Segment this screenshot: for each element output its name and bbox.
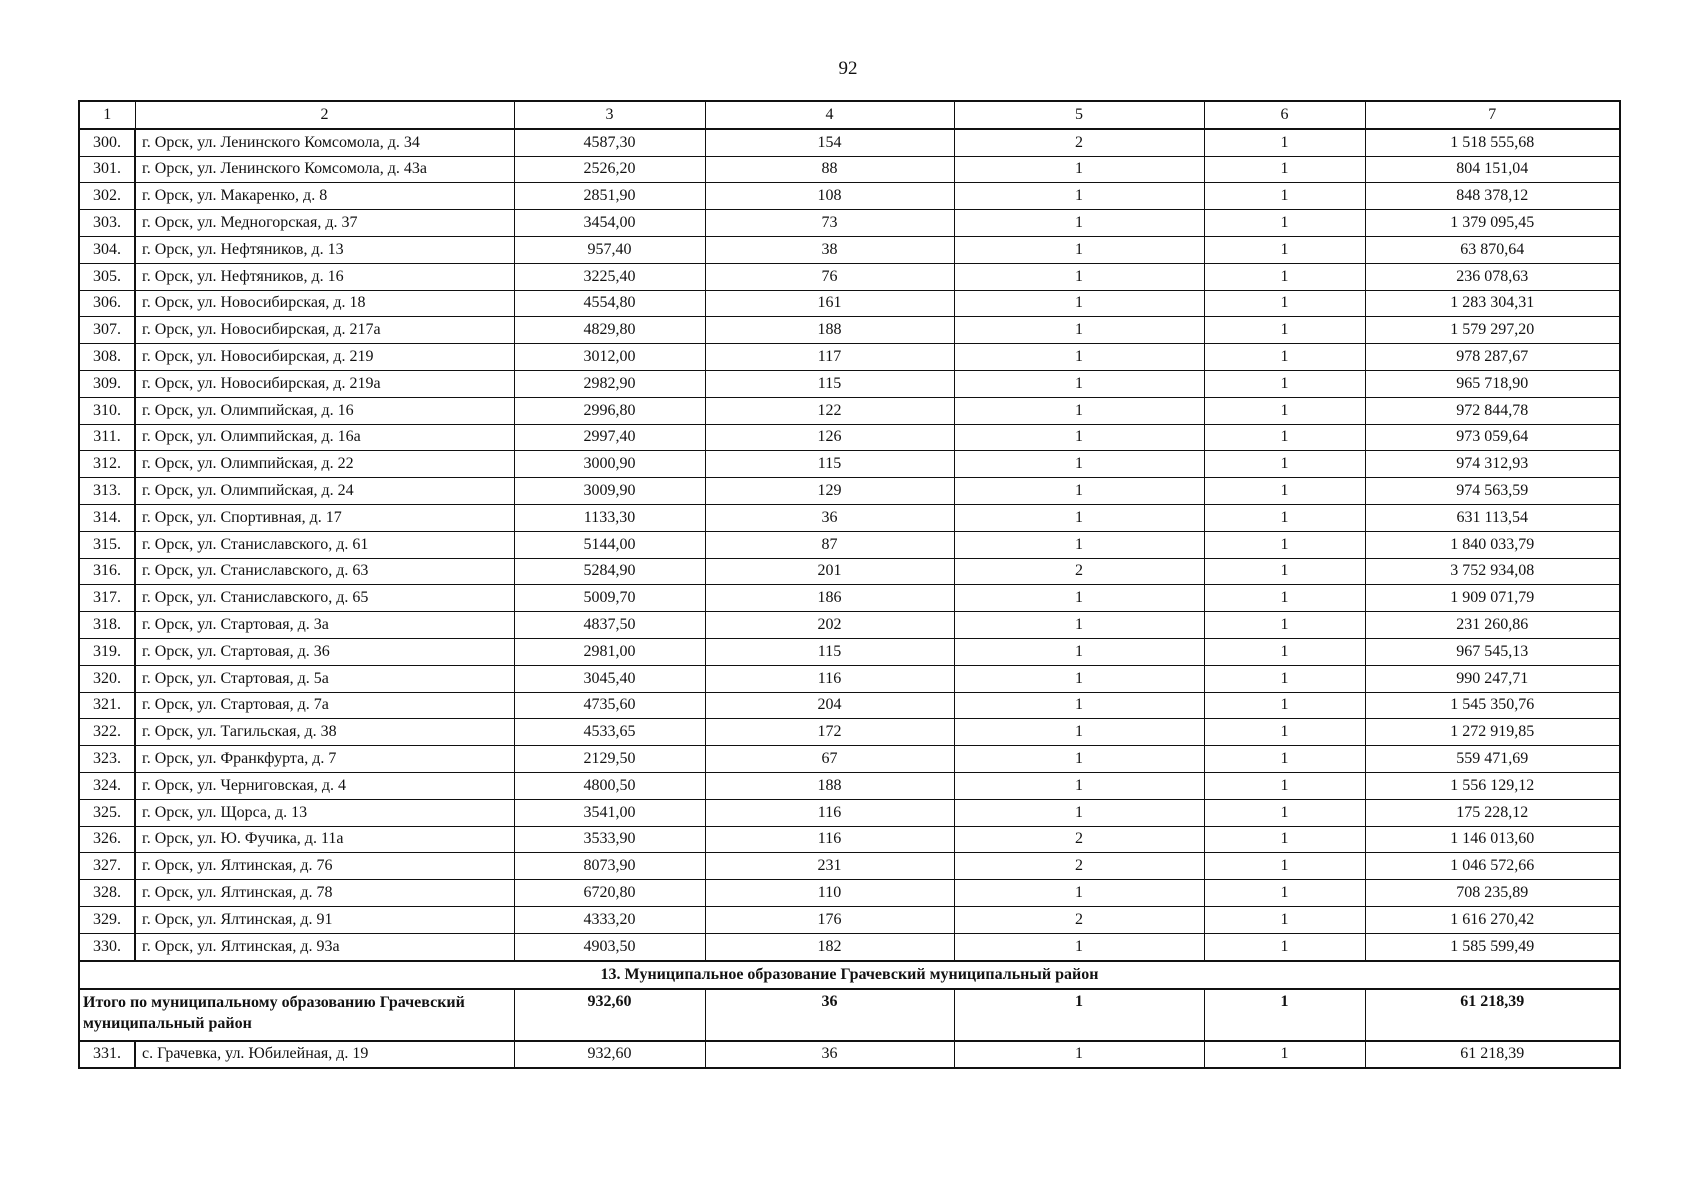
address-cell: г. Орск, ул. Ю. Фучика, д. 11а bbox=[135, 826, 514, 853]
column-header: 7 bbox=[1365, 101, 1620, 129]
row-number: 301. bbox=[79, 156, 135, 183]
table-row bbox=[79, 263, 1620, 290]
value-cell: 1 bbox=[954, 183, 1204, 210]
section-title-row bbox=[79, 961, 1620, 989]
area-cell: 4800,50 bbox=[514, 772, 705, 799]
value-cell: 1 bbox=[1204, 906, 1365, 933]
value-cell: 1 bbox=[1204, 933, 1365, 960]
cost-cell: 559 471,69 bbox=[1365, 746, 1620, 773]
cost-cell: 978 287,67 bbox=[1365, 344, 1620, 371]
row-number: 314. bbox=[79, 504, 135, 531]
area-cell: 2981,00 bbox=[514, 638, 705, 665]
table-row bbox=[79, 129, 1620, 156]
table-row bbox=[79, 692, 1620, 719]
cost-cell: 1 518 555,68 bbox=[1365, 129, 1620, 156]
value-cell: 1 bbox=[954, 236, 1204, 263]
area-cell: 3454,00 bbox=[514, 210, 705, 237]
table-row bbox=[79, 826, 1620, 853]
table-row bbox=[79, 638, 1620, 665]
residents-cell: 76 bbox=[705, 263, 954, 290]
table-row bbox=[79, 183, 1620, 210]
value-cell: 1 bbox=[1204, 156, 1365, 183]
area-cell: 957,40 bbox=[514, 236, 705, 263]
value-cell: 1 bbox=[954, 746, 1204, 773]
table-row bbox=[79, 156, 1620, 183]
area-cell: 932,60 bbox=[514, 1041, 705, 1069]
table-row bbox=[79, 612, 1620, 639]
value-cell: 1 bbox=[954, 772, 1204, 799]
row-number: 305. bbox=[79, 263, 135, 290]
area-cell: 3533,90 bbox=[514, 826, 705, 853]
area-cell: 4837,50 bbox=[514, 612, 705, 639]
value-cell: 1 bbox=[954, 317, 1204, 344]
row-number: 320. bbox=[79, 665, 135, 692]
cost-cell: 804 151,04 bbox=[1365, 156, 1620, 183]
cost-cell: 1 379 095,45 bbox=[1365, 210, 1620, 237]
address-cell: г. Орск, ул. Тагильская, д. 38 bbox=[135, 719, 514, 746]
residents-cell: 188 bbox=[705, 317, 954, 344]
area-cell: 3541,00 bbox=[514, 799, 705, 826]
value-cell: 1 bbox=[1204, 263, 1365, 290]
row-number: 323. bbox=[79, 746, 135, 773]
cost-cell: 231 260,86 bbox=[1365, 612, 1620, 639]
value-cell: 1 bbox=[1204, 1041, 1365, 1069]
row-number: 317. bbox=[79, 585, 135, 612]
residents-cell: 186 bbox=[705, 585, 954, 612]
area-cell: 2526,20 bbox=[514, 156, 705, 183]
address-cell: г. Орск, ул. Новосибирская, д. 219а bbox=[135, 370, 514, 397]
address-cell: г. Орск, ул. Стартовая, д. 3а bbox=[135, 612, 514, 639]
cost-cell: 631 113,54 bbox=[1365, 504, 1620, 531]
value-cell: 1 bbox=[954, 612, 1204, 639]
residents-cell: 202 bbox=[705, 612, 954, 639]
row-number: 300. bbox=[79, 129, 135, 156]
value-cell: 1 bbox=[954, 504, 1204, 531]
row-number: 315. bbox=[79, 531, 135, 558]
residents-cell: 36 bbox=[705, 1041, 954, 1069]
page-number: 92 bbox=[838, 58, 858, 79]
value-cell: 1 bbox=[1204, 290, 1365, 317]
address-cell: г. Орск, ул. Стартовая, д. 5а bbox=[135, 665, 514, 692]
residents-cell: 110 bbox=[705, 880, 954, 907]
cost-cell: 1 046 572,66 bbox=[1365, 853, 1620, 880]
value-cell: 1 bbox=[954, 156, 1204, 183]
value-cell: 1 bbox=[1204, 665, 1365, 692]
value-cell: 1 bbox=[1204, 504, 1365, 531]
cost-cell: 1 556 129,12 bbox=[1365, 772, 1620, 799]
residents-cell: 204 bbox=[705, 692, 954, 719]
residents-cell: 188 bbox=[705, 772, 954, 799]
value-cell: 1 bbox=[1204, 424, 1365, 451]
value-cell: 1 bbox=[1204, 531, 1365, 558]
area-cell: 3012,00 bbox=[514, 344, 705, 371]
cost-cell: 63 870,64 bbox=[1365, 236, 1620, 263]
residents-cell: 108 bbox=[705, 183, 954, 210]
area-cell: 4533,65 bbox=[514, 719, 705, 746]
table-row bbox=[79, 799, 1620, 826]
address-cell: г. Орск, ул. Ленинского Комсомола, д. 34 bbox=[135, 129, 514, 156]
table-row bbox=[79, 531, 1620, 558]
residents-cell: 129 bbox=[705, 478, 954, 505]
table-row bbox=[79, 933, 1620, 960]
area-cell: 3000,90 bbox=[514, 451, 705, 478]
residents-cell: 38 bbox=[705, 236, 954, 263]
table-row bbox=[79, 719, 1620, 746]
row-number: 324. bbox=[79, 772, 135, 799]
value-cell: 1 bbox=[954, 880, 1204, 907]
address-cell: г. Орск, ул. Станиславского, д. 65 bbox=[135, 585, 514, 612]
area-cell: 4735,60 bbox=[514, 692, 705, 719]
cost-cell: 972 844,78 bbox=[1365, 397, 1620, 424]
value-cell: 1 bbox=[954, 719, 1204, 746]
cost-cell: 974 563,59 bbox=[1365, 478, 1620, 505]
area-cell: 8073,90 bbox=[514, 853, 705, 880]
area-cell: 6720,80 bbox=[514, 880, 705, 907]
table-row bbox=[79, 665, 1620, 692]
row-number: 309. bbox=[79, 370, 135, 397]
cost-cell: 1 283 304,31 bbox=[1365, 290, 1620, 317]
value-cell: 2 bbox=[954, 826, 1204, 853]
address-cell: г. Орск, ул. Франкфурта, д. 7 bbox=[135, 746, 514, 773]
value-cell: 1 bbox=[954, 531, 1204, 558]
area-cell: 5009,70 bbox=[514, 585, 705, 612]
value-cell: 1 bbox=[1204, 370, 1365, 397]
residents-cell: 176 bbox=[705, 906, 954, 933]
table-body bbox=[79, 101, 1620, 1068]
area-cell: 2851,90 bbox=[514, 183, 705, 210]
address-cell: г. Орск, ул. Ялтинская, д. 93а bbox=[135, 933, 514, 960]
area-cell: 2982,90 bbox=[514, 370, 705, 397]
residents-cell: 201 bbox=[705, 558, 954, 585]
row-number: 313. bbox=[79, 478, 135, 505]
value-cell: 1 bbox=[1204, 799, 1365, 826]
row-number: 316. bbox=[79, 558, 135, 585]
address-cell: г. Орск, ул. Ялтинская, д. 78 bbox=[135, 880, 514, 907]
column-header: 2 bbox=[135, 101, 514, 129]
column-number-header bbox=[79, 101, 1620, 129]
address-cell: г. Орск, ул. Олимпийская, д. 24 bbox=[135, 478, 514, 505]
value-cell: 1 bbox=[954, 1041, 1204, 1069]
row-number: 330. bbox=[79, 933, 135, 960]
table-row bbox=[79, 210, 1620, 237]
area-cell: 2129,50 bbox=[514, 746, 705, 773]
cost-cell: 3 752 934,08 bbox=[1365, 558, 1620, 585]
cost-cell: 974 312,93 bbox=[1365, 451, 1620, 478]
table-row bbox=[79, 746, 1620, 773]
row-number: 329. bbox=[79, 906, 135, 933]
residents-cell: 115 bbox=[705, 370, 954, 397]
row-number: 318. bbox=[79, 612, 135, 639]
value-cell: 1 bbox=[1204, 746, 1365, 773]
area-cell: 3045,40 bbox=[514, 665, 705, 692]
row-number: 319. bbox=[79, 638, 135, 665]
total-area: 932,60 bbox=[514, 989, 705, 1041]
value-cell: 1 bbox=[954, 665, 1204, 692]
area-cell: 4554,80 bbox=[514, 290, 705, 317]
address-cell: г. Орск, ул. Макаренко, д. 8 bbox=[135, 183, 514, 210]
cost-cell: 175 228,12 bbox=[1365, 799, 1620, 826]
value-cell: 1 bbox=[1204, 236, 1365, 263]
residents-cell: 88 bbox=[705, 156, 954, 183]
residents-cell: 172 bbox=[705, 719, 954, 746]
cost-cell: 848 378,12 bbox=[1365, 183, 1620, 210]
row-number: 311. bbox=[79, 424, 135, 451]
residents-cell: 231 bbox=[705, 853, 954, 880]
cost-cell: 708 235,89 bbox=[1365, 880, 1620, 907]
cost-cell: 1 146 013,60 bbox=[1365, 826, 1620, 853]
residents-cell: 73 bbox=[705, 210, 954, 237]
cost-cell: 990 247,71 bbox=[1365, 665, 1620, 692]
residents-cell: 87 bbox=[705, 531, 954, 558]
address-cell: г. Орск, ул. Нефтяников, д. 13 bbox=[135, 236, 514, 263]
table-row bbox=[79, 397, 1620, 424]
address-cell: г. Орск, ул. Станиславского, д. 61 bbox=[135, 531, 514, 558]
housing-register-table bbox=[78, 100, 1621, 1069]
total-row bbox=[79, 989, 1620, 1041]
total-value: 1 bbox=[1204, 989, 1365, 1041]
row-number: 328. bbox=[79, 880, 135, 907]
value-cell: 1 bbox=[954, 370, 1204, 397]
value-cell: 1 bbox=[1204, 692, 1365, 719]
row-number: 325. bbox=[79, 799, 135, 826]
table-row bbox=[79, 451, 1620, 478]
total-cost: 61 218,39 bbox=[1365, 989, 1620, 1041]
residents-cell: 115 bbox=[705, 451, 954, 478]
value-cell: 1 bbox=[1204, 826, 1365, 853]
address-cell: г. Орск, ул. Олимпийская, д. 16а bbox=[135, 424, 514, 451]
area-cell: 4829,80 bbox=[514, 317, 705, 344]
row-number: 327. bbox=[79, 853, 135, 880]
area-cell: 4587,30 bbox=[514, 129, 705, 156]
area-cell: 3225,40 bbox=[514, 263, 705, 290]
residents-cell: 122 bbox=[705, 397, 954, 424]
column-header: 3 bbox=[514, 101, 705, 129]
area-cell: 3009,90 bbox=[514, 478, 705, 505]
value-cell: 1 bbox=[954, 638, 1204, 665]
row-number: 303. bbox=[79, 210, 135, 237]
value-cell: 1 bbox=[1204, 451, 1365, 478]
value-cell: 1 bbox=[954, 451, 1204, 478]
residents-cell: 36 bbox=[705, 504, 954, 531]
cost-cell: 1 840 033,79 bbox=[1365, 531, 1620, 558]
table-row bbox=[79, 424, 1620, 451]
address-cell: г. Орск, ул. Новосибирская, д. 18 bbox=[135, 290, 514, 317]
residents-cell: 182 bbox=[705, 933, 954, 960]
value-cell: 1 bbox=[1204, 772, 1365, 799]
residents-cell: 115 bbox=[705, 638, 954, 665]
total-label: Итого по муниципальному образованию Грачевский муниципальный район bbox=[79, 989, 514, 1041]
table-row bbox=[79, 1041, 1620, 1069]
table-row bbox=[79, 558, 1620, 585]
table-row bbox=[79, 772, 1620, 799]
address-cell: г. Орск, ул. Черниговская, д. 4 bbox=[135, 772, 514, 799]
area-cell: 4903,50 bbox=[514, 933, 705, 960]
address-cell: г. Орск, ул. Щорса, д. 13 bbox=[135, 799, 514, 826]
value-cell: 1 bbox=[1204, 317, 1365, 344]
row-number: 322. bbox=[79, 719, 135, 746]
residents-cell: 116 bbox=[705, 665, 954, 692]
residents-cell: 126 bbox=[705, 424, 954, 451]
value-cell: 1 bbox=[954, 210, 1204, 237]
value-cell: 1 bbox=[1204, 612, 1365, 639]
residents-cell: 161 bbox=[705, 290, 954, 317]
address-cell: г. Орск, ул. Новосибирская, д. 217а bbox=[135, 317, 514, 344]
address-cell: г. Орск, ул. Олимпийская, д. 16 bbox=[135, 397, 514, 424]
cost-cell: 965 718,90 bbox=[1365, 370, 1620, 397]
value-cell: 1 bbox=[954, 799, 1204, 826]
area-cell: 5144,00 bbox=[514, 531, 705, 558]
table-row bbox=[79, 370, 1620, 397]
column-header: 4 bbox=[705, 101, 954, 129]
residents-cell: 117 bbox=[705, 344, 954, 371]
address-cell: г. Орск, ул. Стартовая, д. 7а bbox=[135, 692, 514, 719]
cost-cell: 1 272 919,85 bbox=[1365, 719, 1620, 746]
row-number: 331. bbox=[79, 1041, 135, 1069]
address-cell: с. Грачевка, ул. Юбилейная, д. 19 bbox=[135, 1041, 514, 1069]
area-cell: 2996,80 bbox=[514, 397, 705, 424]
cost-cell: 967 545,13 bbox=[1365, 638, 1620, 665]
value-cell: 1 bbox=[954, 397, 1204, 424]
cost-cell: 1 616 270,42 bbox=[1365, 906, 1620, 933]
value-cell: 2 bbox=[954, 558, 1204, 585]
residents-cell: 67 bbox=[705, 746, 954, 773]
address-cell: г. Орск, ул. Ялтинская, д. 91 bbox=[135, 906, 514, 933]
value-cell: 1 bbox=[1204, 638, 1365, 665]
row-number: 304. bbox=[79, 236, 135, 263]
column-header: 1 bbox=[79, 101, 135, 129]
address-cell: г. Орск, ул. Ленинского Комсомола, д. 43а bbox=[135, 156, 514, 183]
row-number: 310. bbox=[79, 397, 135, 424]
address-cell: г. Орск, ул. Стартовая, д. 36 bbox=[135, 638, 514, 665]
total-value: 1 bbox=[954, 989, 1204, 1041]
table-row bbox=[79, 906, 1620, 933]
row-number: 321. bbox=[79, 692, 135, 719]
table-row bbox=[79, 504, 1620, 531]
row-number: 307. bbox=[79, 317, 135, 344]
table-row bbox=[79, 880, 1620, 907]
address-cell: г. Орск, ул. Новосибирская, д. 219 bbox=[135, 344, 514, 371]
table-row bbox=[79, 853, 1620, 880]
row-number: 326. bbox=[79, 826, 135, 853]
row-number: 308. bbox=[79, 344, 135, 371]
column-header: 6 bbox=[1204, 101, 1365, 129]
table-row bbox=[79, 290, 1620, 317]
area-cell: 2997,40 bbox=[514, 424, 705, 451]
cost-cell: 1 579 297,20 bbox=[1365, 317, 1620, 344]
row-number: 302. bbox=[79, 183, 135, 210]
residents-cell: 154 bbox=[705, 129, 954, 156]
row-number: 312. bbox=[79, 451, 135, 478]
column-header: 5 bbox=[954, 101, 1204, 129]
area-cell: 1133,30 bbox=[514, 504, 705, 531]
value-cell: 1 bbox=[954, 692, 1204, 719]
table-row bbox=[79, 236, 1620, 263]
section-title: 13. Муниципальное образование Грачевский муниципальный район bbox=[79, 961, 1620, 989]
address-cell: г. Орск, ул. Станиславского, д. 63 bbox=[135, 558, 514, 585]
value-cell: 1 bbox=[1204, 558, 1365, 585]
value-cell: 1 bbox=[954, 478, 1204, 505]
cost-cell: 1 545 350,76 bbox=[1365, 692, 1620, 719]
residents-cell: 116 bbox=[705, 826, 954, 853]
cost-cell: 1 909 071,79 bbox=[1365, 585, 1620, 612]
value-cell: 1 bbox=[1204, 880, 1365, 907]
value-cell: 1 bbox=[954, 290, 1204, 317]
table-row bbox=[79, 585, 1620, 612]
row-number: 306. bbox=[79, 290, 135, 317]
value-cell: 1 bbox=[1204, 129, 1365, 156]
value-cell: 1 bbox=[954, 424, 1204, 451]
area-cell: 5284,90 bbox=[514, 558, 705, 585]
value-cell: 1 bbox=[1204, 397, 1365, 424]
value-cell: 1 bbox=[1204, 210, 1365, 237]
area-cell: 4333,20 bbox=[514, 906, 705, 933]
residents-cell: 116 bbox=[705, 799, 954, 826]
value-cell: 2 bbox=[954, 906, 1204, 933]
value-cell: 1 bbox=[1204, 183, 1365, 210]
value-cell: 2 bbox=[954, 853, 1204, 880]
address-cell: г. Орск, ул. Ялтинская, д. 76 bbox=[135, 853, 514, 880]
address-cell: г. Орск, ул. Спортивная, д. 17 bbox=[135, 504, 514, 531]
total-residents: 36 bbox=[705, 989, 954, 1041]
value-cell: 1 bbox=[954, 585, 1204, 612]
address-cell: г. Орск, ул. Олимпийская, д. 22 bbox=[135, 451, 514, 478]
value-cell: 1 bbox=[1204, 719, 1365, 746]
value-cell: 1 bbox=[954, 344, 1204, 371]
address-cell: г. Орск, ул. Медногорская, д. 37 bbox=[135, 210, 514, 237]
value-cell: 1 bbox=[1204, 853, 1365, 880]
value-cell: 2 bbox=[954, 129, 1204, 156]
cost-cell: 1 585 599,49 bbox=[1365, 933, 1620, 960]
table-row bbox=[79, 478, 1620, 505]
value-cell: 1 bbox=[1204, 478, 1365, 505]
cost-cell: 973 059,64 bbox=[1365, 424, 1620, 451]
table-row bbox=[79, 317, 1620, 344]
value-cell: 1 bbox=[1204, 344, 1365, 371]
cost-cell: 236 078,63 bbox=[1365, 263, 1620, 290]
cost-cell: 61 218,39 bbox=[1365, 1041, 1620, 1069]
table-row bbox=[79, 344, 1620, 371]
address-cell: г. Орск, ул. Нефтяников, д. 16 bbox=[135, 263, 514, 290]
value-cell: 1 bbox=[954, 263, 1204, 290]
value-cell: 1 bbox=[1204, 585, 1365, 612]
value-cell: 1 bbox=[954, 933, 1204, 960]
